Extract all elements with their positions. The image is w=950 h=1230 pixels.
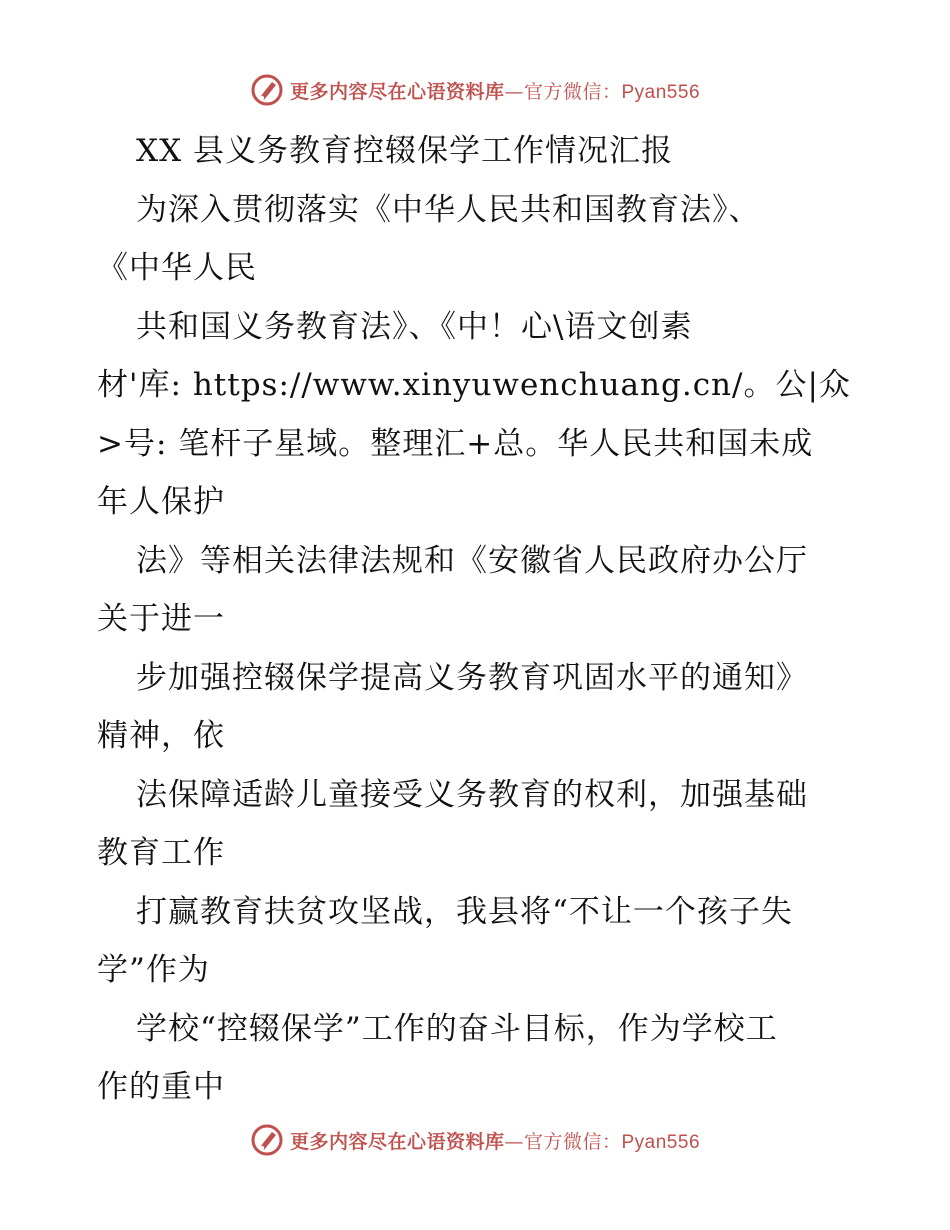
header-site-text: 更多内容尽在心语资料库 bbox=[289, 80, 505, 103]
footer-site-text: 更多内容尽在心语资料库 bbox=[289, 1130, 505, 1153]
header-dash: — bbox=[504, 80, 524, 103]
doc-line: >号: 笔杆子星域。整理汇+总。华人民共和国未成 bbox=[97, 425, 814, 462]
header-wechat-label: 官方微信： bbox=[523, 80, 622, 103]
doc-line: 年人保护 bbox=[97, 484, 225, 520]
pen-nib-logo-icon bbox=[250, 73, 284, 107]
doc-line: 教育工作 bbox=[97, 835, 225, 871]
doc-title: XX 县义务教育控辍保学工作情况汇报 bbox=[136, 133, 673, 169]
doc-line: 法》等相关法律法规和《安徽省人民政府办公厅 bbox=[136, 542, 808, 579]
doc-line: 学校“控辍保学”工作的奋斗目标，作为学校工 bbox=[136, 1010, 778, 1047]
header-banner-text bbox=[290, 77, 700, 104]
doc-line: 为深入贯彻落实《中华人民共和国教育法》、 bbox=[136, 191, 761, 228]
doc-line: 关于进一 bbox=[97, 601, 225, 637]
doc-line: 《中华人民 bbox=[97, 250, 257, 286]
doc-line: 法保障适龄儿童接受义务教育的权利，加强基础 bbox=[136, 776, 808, 813]
document-body bbox=[97, 122, 857, 1117]
footer-banner-text bbox=[290, 1127, 700, 1154]
doc-line: 作的重中 bbox=[97, 1069, 225, 1105]
doc-line: 共和国义务教育法》、《中！心\语文创素 bbox=[136, 308, 693, 345]
header-banner bbox=[0, 70, 950, 110]
pen-nib-logo-icon bbox=[250, 1123, 284, 1157]
footer-banner bbox=[0, 1120, 950, 1160]
doc-line: 材'库: https://www.xinyuwenchuang.cn/。公|众 bbox=[97, 367, 851, 403]
footer-wechat-label: 官方微信： bbox=[523, 1130, 622, 1153]
doc-line: 打赢教育扶贫攻坚战，我县将“不让一个孩子失 bbox=[136, 893, 793, 930]
footer-account: Pyan556 bbox=[621, 1131, 701, 1153]
header-account: Pyan556 bbox=[621, 81, 701, 103]
footer-dash: — bbox=[504, 1130, 524, 1153]
doc-line: 学”作为 bbox=[97, 952, 210, 988]
doc-line: 步加强控辍保学提高义务教育巩固水平的通知》 bbox=[136, 659, 808, 696]
doc-line: 精神，依 bbox=[97, 718, 225, 754]
